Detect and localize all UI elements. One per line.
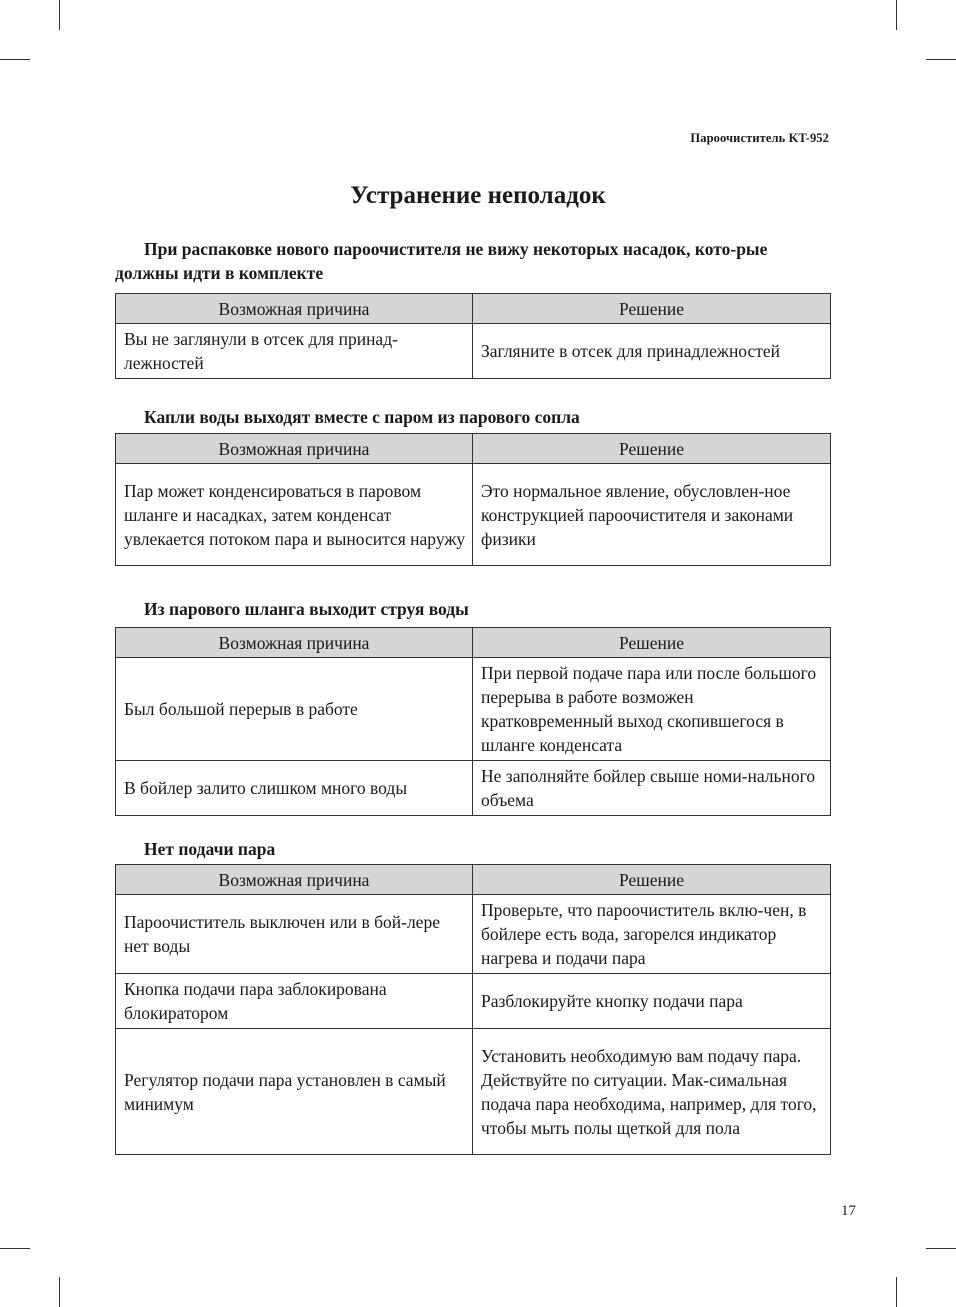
section-heading: Из парового шланга выходит струя воды xyxy=(144,599,469,619)
table-row xyxy=(116,464,831,566)
table-header-row xyxy=(116,628,831,658)
cause-cell: Пароочиститель выключен или в бой-лере нет воды xyxy=(116,895,473,974)
solution-cell: Не заполняйте бойлер свыше номи-нального объема xyxy=(473,761,831,816)
table-row xyxy=(116,895,831,974)
troubleshooting-table xyxy=(115,627,831,816)
solution-cell: Установить необходимую вам подачу пара. Действуйте по ситуации. Мак-симальная подача пара необходима, например, для того, чтобы мыть полы щеткой для пола xyxy=(473,1029,831,1155)
column-header-cause: Возможная причина xyxy=(116,294,473,324)
cause-cell: Кнопка подачи пара заблокирована блокиратором xyxy=(116,974,473,1029)
crop-mark xyxy=(0,59,30,60)
cause-cell: Вы не заглянули в отсек для принад-лежностей xyxy=(116,324,473,379)
section-heading: При распаковке нового пароочистителя не вижу некоторых насадок, кото-рые должны идти в комплекте xyxy=(115,239,768,283)
cause-cell: Регулятор подачи пара установлен в самый минимум xyxy=(116,1029,473,1155)
running-header: Пароочиститель KT-952 xyxy=(690,131,829,145)
solution-cell: Разблокируйте кнопку подачи пара xyxy=(473,974,831,1029)
table-header-row xyxy=(116,434,831,464)
crop-mark xyxy=(896,1277,897,1307)
column-header-solution: Решение xyxy=(473,865,831,895)
troubleshooting-table xyxy=(115,433,831,566)
crop-mark xyxy=(926,59,956,60)
table-row xyxy=(116,761,831,816)
page-title: Устранение неполадок xyxy=(350,182,606,209)
solution-cell: Это нормальное явление, обусловлен-ное конструкцией пароочистителя и законами физики xyxy=(473,464,831,566)
column-header-solution: Решение xyxy=(473,294,831,324)
column-header-solution: Решение xyxy=(473,628,831,658)
table-header-row xyxy=(116,294,831,324)
solution-cell: Загляните в отсек для принадлежностей xyxy=(473,324,831,379)
column-header-solution: Решение xyxy=(473,434,831,464)
crop-mark xyxy=(0,1248,30,1249)
column-header-cause: Возможная причина xyxy=(116,628,473,658)
column-header-cause: Возможная причина xyxy=(116,865,473,895)
section-heading: Нет подачи пара xyxy=(144,839,276,859)
troubleshooting-table xyxy=(115,864,831,1155)
cause-cell: Был большой перерыв в работе xyxy=(116,658,473,761)
table-row xyxy=(116,658,831,761)
crop-mark xyxy=(59,1277,60,1307)
troubleshooting-table xyxy=(115,293,831,379)
table-row xyxy=(116,974,831,1029)
page-number: 17 xyxy=(841,1203,856,1219)
table-row xyxy=(116,1029,831,1155)
crop-mark xyxy=(926,1248,956,1249)
cause-cell: В бойлер залито слишком много воды xyxy=(116,761,473,816)
cause-cell: Пар может конденсироваться в паровом шланге и насадках, затем конденсат увлекается потоком пара и выносится наружу xyxy=(116,464,473,566)
table-header-row xyxy=(116,865,831,895)
crop-mark xyxy=(59,0,60,30)
column-header-cause: Возможная причина xyxy=(116,434,473,464)
crop-mark xyxy=(896,0,897,30)
table-row xyxy=(116,324,831,379)
solution-cell: Проверьте, что пароочиститель вклю-чен, в бойлере есть вода, загорелся индикатор нагрева и подачи пара xyxy=(473,895,831,974)
section-heading: Капли воды выходят вместе с паром из парового сопла xyxy=(144,407,580,427)
solution-cell: При первой подаче пара или после большого перерыва в работе возможен кратковременный выход скопившегося в шланге конденсата xyxy=(473,658,831,761)
